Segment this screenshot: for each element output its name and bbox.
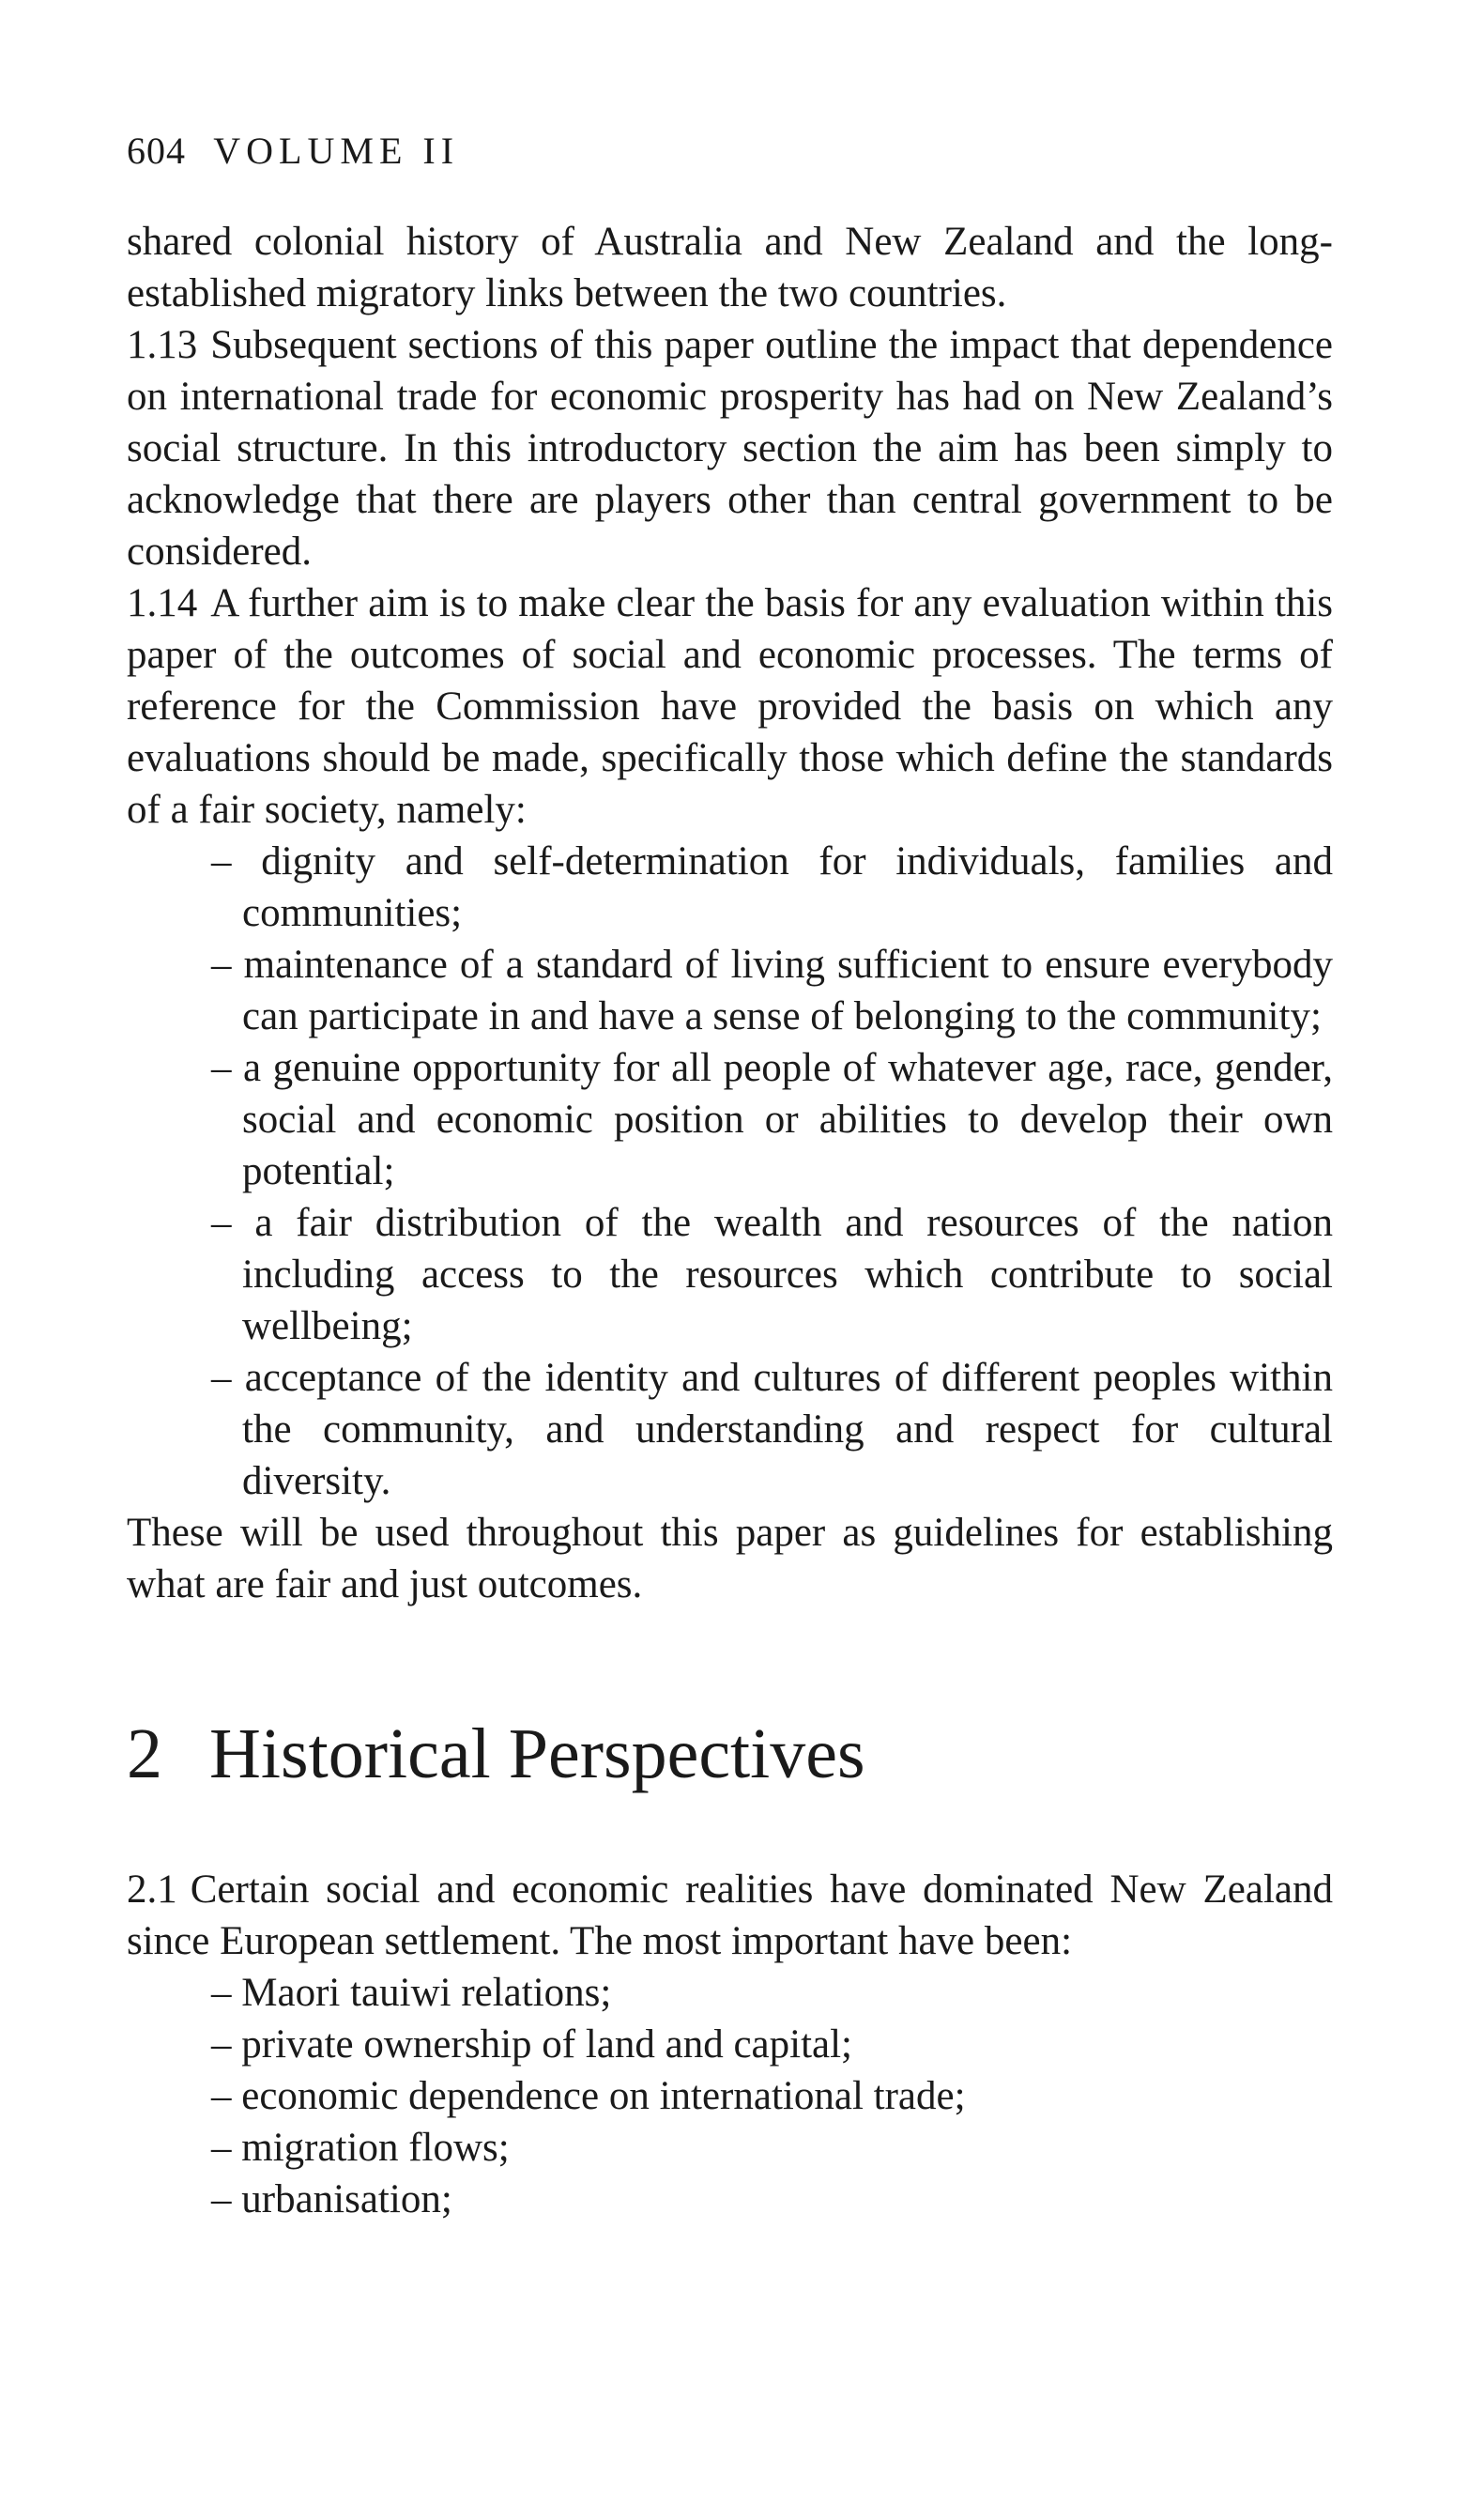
list-item: – a fair distribution of the wealth and resources of the nation including access to the resources which contribute to social wellbeing;: [211, 1197, 1333, 1352]
list-item: – urbanisation;: [211, 2174, 1333, 2225]
paragraph-1-13: [127, 319, 1333, 577]
page-number: 604: [127, 130, 186, 172]
paragraph-text: Subsequent sections of this paper outline the impact that dependence on international trade for economic prosperity has had on New Zealand’s social structure. In this introductory section the aim has been simply to acknowledge that there are players other than central government to be considered.: [127, 323, 1333, 574]
list-item: – dignity and self-determination for individuals, families and communities;: [211, 836, 1333, 939]
list-item: – private ownership of land and capital;: [211, 2019, 1333, 2070]
paragraph-guidelines: [127, 1507, 1333, 1610]
list-item: – a genuine opportunity for all people of whatever age, race, gender, social and economic position or abilities to develop their own potential;: [211, 1042, 1333, 1197]
list-item: – maintenance of a standard of living sufficient to ensure everybody can participate in and have a sense of belonging to the community;: [211, 939, 1333, 1042]
volume-title: VOLUME II: [213, 130, 460, 172]
paragraph-text: A further aim is to make clear the basis for any evaluation within this paper of the outcomes of social and economic processes. The terms of reference for the Commission have provided the basis on which any evaluations should be made, specifically those which define the standards of a fair society, namely:: [127, 581, 1333, 832]
document-page: [127, 130, 1333, 2225]
paragraph-number: 1.14: [127, 581, 198, 625]
paragraph-number: 1.13: [127, 323, 198, 367]
list-item: – migration flows;: [211, 2122, 1333, 2174]
realities-list: [127, 1967, 1333, 2225]
paragraph-text: Certain social and economic realities have dominated New Zealand since European settlement. The most important have been:: [127, 1867, 1333, 1963]
paragraph-text: shared colonial history of Australia and New Zealand and the long-established migratory links between the two countries.: [127, 220, 1333, 315]
list-item: – acceptance of the identity and cultures of different peoples within the community, and understanding and respect for cultural diversity.: [211, 1352, 1333, 1507]
paragraph-text: These will be used throughout this paper as guidelines for establishing what are fair and just outcomes.: [127, 1511, 1333, 1606]
section-number: 2: [127, 1714, 162, 1793]
paragraph-continued: [127, 216, 1333, 319]
paragraph-2-1: [127, 1864, 1333, 1967]
list-item: – economic dependence on international trade;: [211, 2070, 1333, 2122]
section-heading: [127, 1712, 1333, 1796]
list-item: – Maori tauiwi relations;: [211, 1967, 1333, 2019]
section-title: Historical Perspectives: [209, 1714, 865, 1793]
paragraph-1-14: [127, 577, 1333, 836]
fair-society-list: [127, 836, 1333, 1507]
running-head: [127, 130, 1333, 173]
paragraph-number: 2.1: [127, 1867, 177, 1912]
